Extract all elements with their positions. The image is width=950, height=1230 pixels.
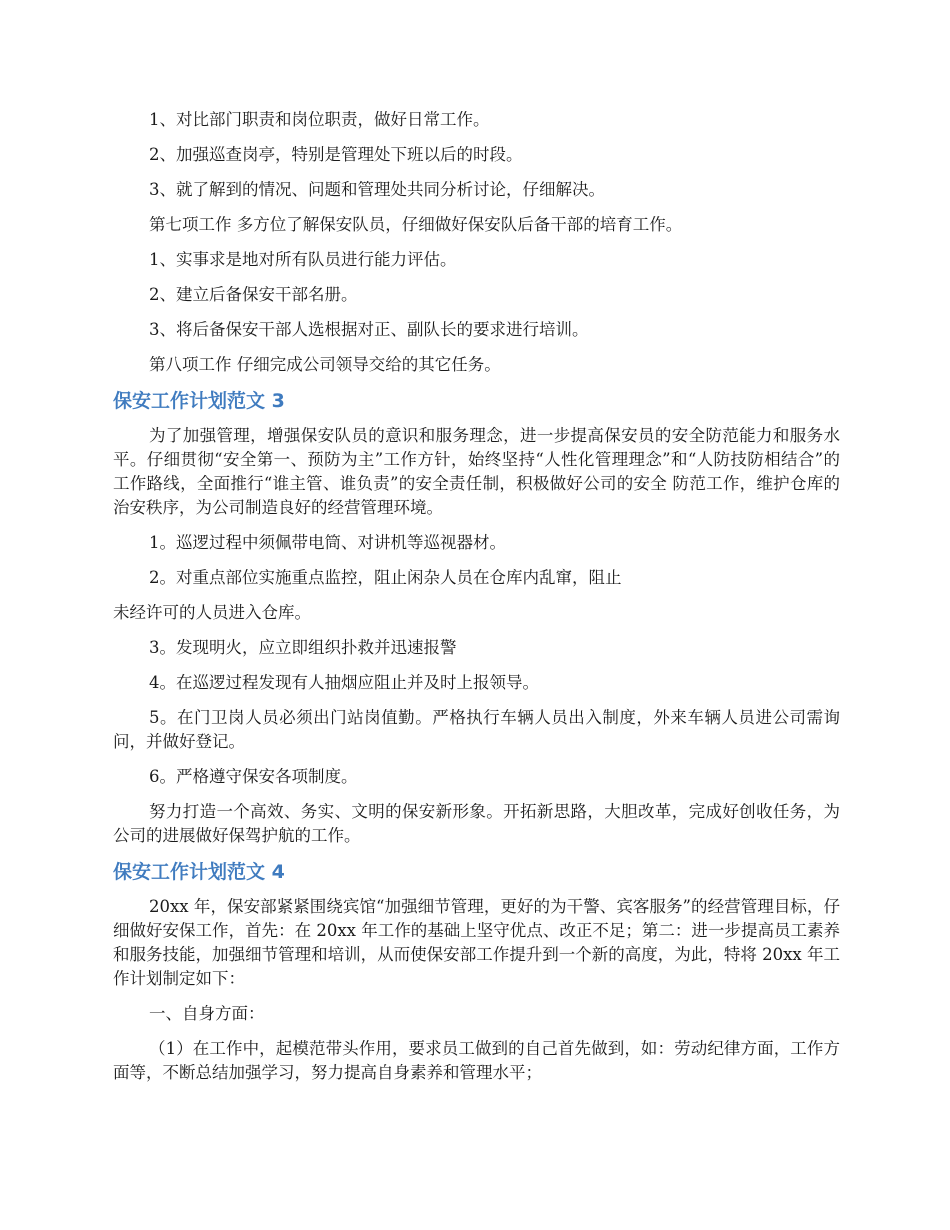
list-item: 3、就了解到的情况、问题和管理处共同分析讨论，仔细解决。 (149, 180, 605, 199)
list-item: 5。在门卫岗人员必须出门站岗值勤。严格执行车辆人员出入制度，外来车辆人员进公司需询问，并做好登记。 (113, 708, 840, 751)
list-item: 2、建立后备保安干部名册。 (149, 285, 358, 304)
list-item: 3、将后备保安干部人选根据对正、副队长的要求进行培训。 (149, 320, 589, 339)
work-item-heading: 第七项工作 多方位了解保安队员，仔细做好保安队后备干部的培育工作。 (149, 215, 683, 234)
list-item-continuation: 未经许可的人员进入仓库。 (113, 603, 311, 622)
list-item: 4。在巡逻过程发现有人抽烟应阻止并及时上报领导。 (149, 673, 539, 692)
list-item: 2、加强巡查岗亭，特别是管理处下班以后的时段。 (149, 145, 523, 164)
list-item: （1）在工作中，起模范带头作用，要求员工做到的自己首先做到，如：劳动纪律方面，工作方面等，不断总结加强学习，努力提高自身素养和管理水平； (113, 1039, 840, 1082)
list-item: 3。发现明火，应立即组织扑救并迅速报警 (149, 638, 457, 657)
document-page (113, 108, 840, 1096)
list-item: 6。严格遵守保安各项制度。 (149, 767, 358, 786)
closing-paragraph: 努力打造一个高效、务实、文明的保安新形象。开拓新思路，大胆改革，完成好创收任务，为公司的进展做好保驾护航的工作。 (113, 802, 840, 845)
list-item: 1、对比部门职责和岗位职责，做好日常工作。 (149, 110, 490, 129)
subsection-heading: 一、自身方面： (149, 1004, 265, 1023)
list-item: 1。巡逻过程中须佩带电筒、对讲机等巡视器材。 (149, 533, 506, 552)
work-item-heading: 第八项工作 仔细完成公司领导交给的其它任务。 (149, 355, 501, 374)
section-heading-4: 保安工作计划范文 4 (113, 861, 285, 883)
section-heading-3: 保安工作计划范文 3 (113, 390, 285, 412)
list-item: 2。对重点部位实施重点监控，阻止闲杂人员在仓库内乱窜，阻止 (149, 568, 622, 587)
intro-paragraph: 20xx 年，保安部紧紧围绕宾馆“加强细节管理，更好的为干警、宾客服务”的经营管理目标，仔细做好安保工作，首先：在 20xx 年工作的基础上坚守优点、改正不足；第二：进一步提高员工素养和服务技能，加强细节管理和培训，从而使保安部工作提升到一个新的高度，为此，特将 20xx 年工作计划制定如下： (113, 897, 840, 988)
list-item: 1、实事求是地对所有队员进行能力评估。 (149, 250, 457, 269)
intro-paragraph: 为了加强管理，增强保安队员的意识和服务理念，进一步提高保安员的安全防范能力和服务水平。仔细贯彻“安全第一、预防为主”工作方针，始终坚持“人性化管理理念”和“人防技防相结合”的工作路线，全面推行“谁主管、谁负责”的安全责任制，积极做好公司的安全 防范工作，维护仓库的治安秩序，为公司制造良好的经营管理环境。 (113, 426, 840, 517)
